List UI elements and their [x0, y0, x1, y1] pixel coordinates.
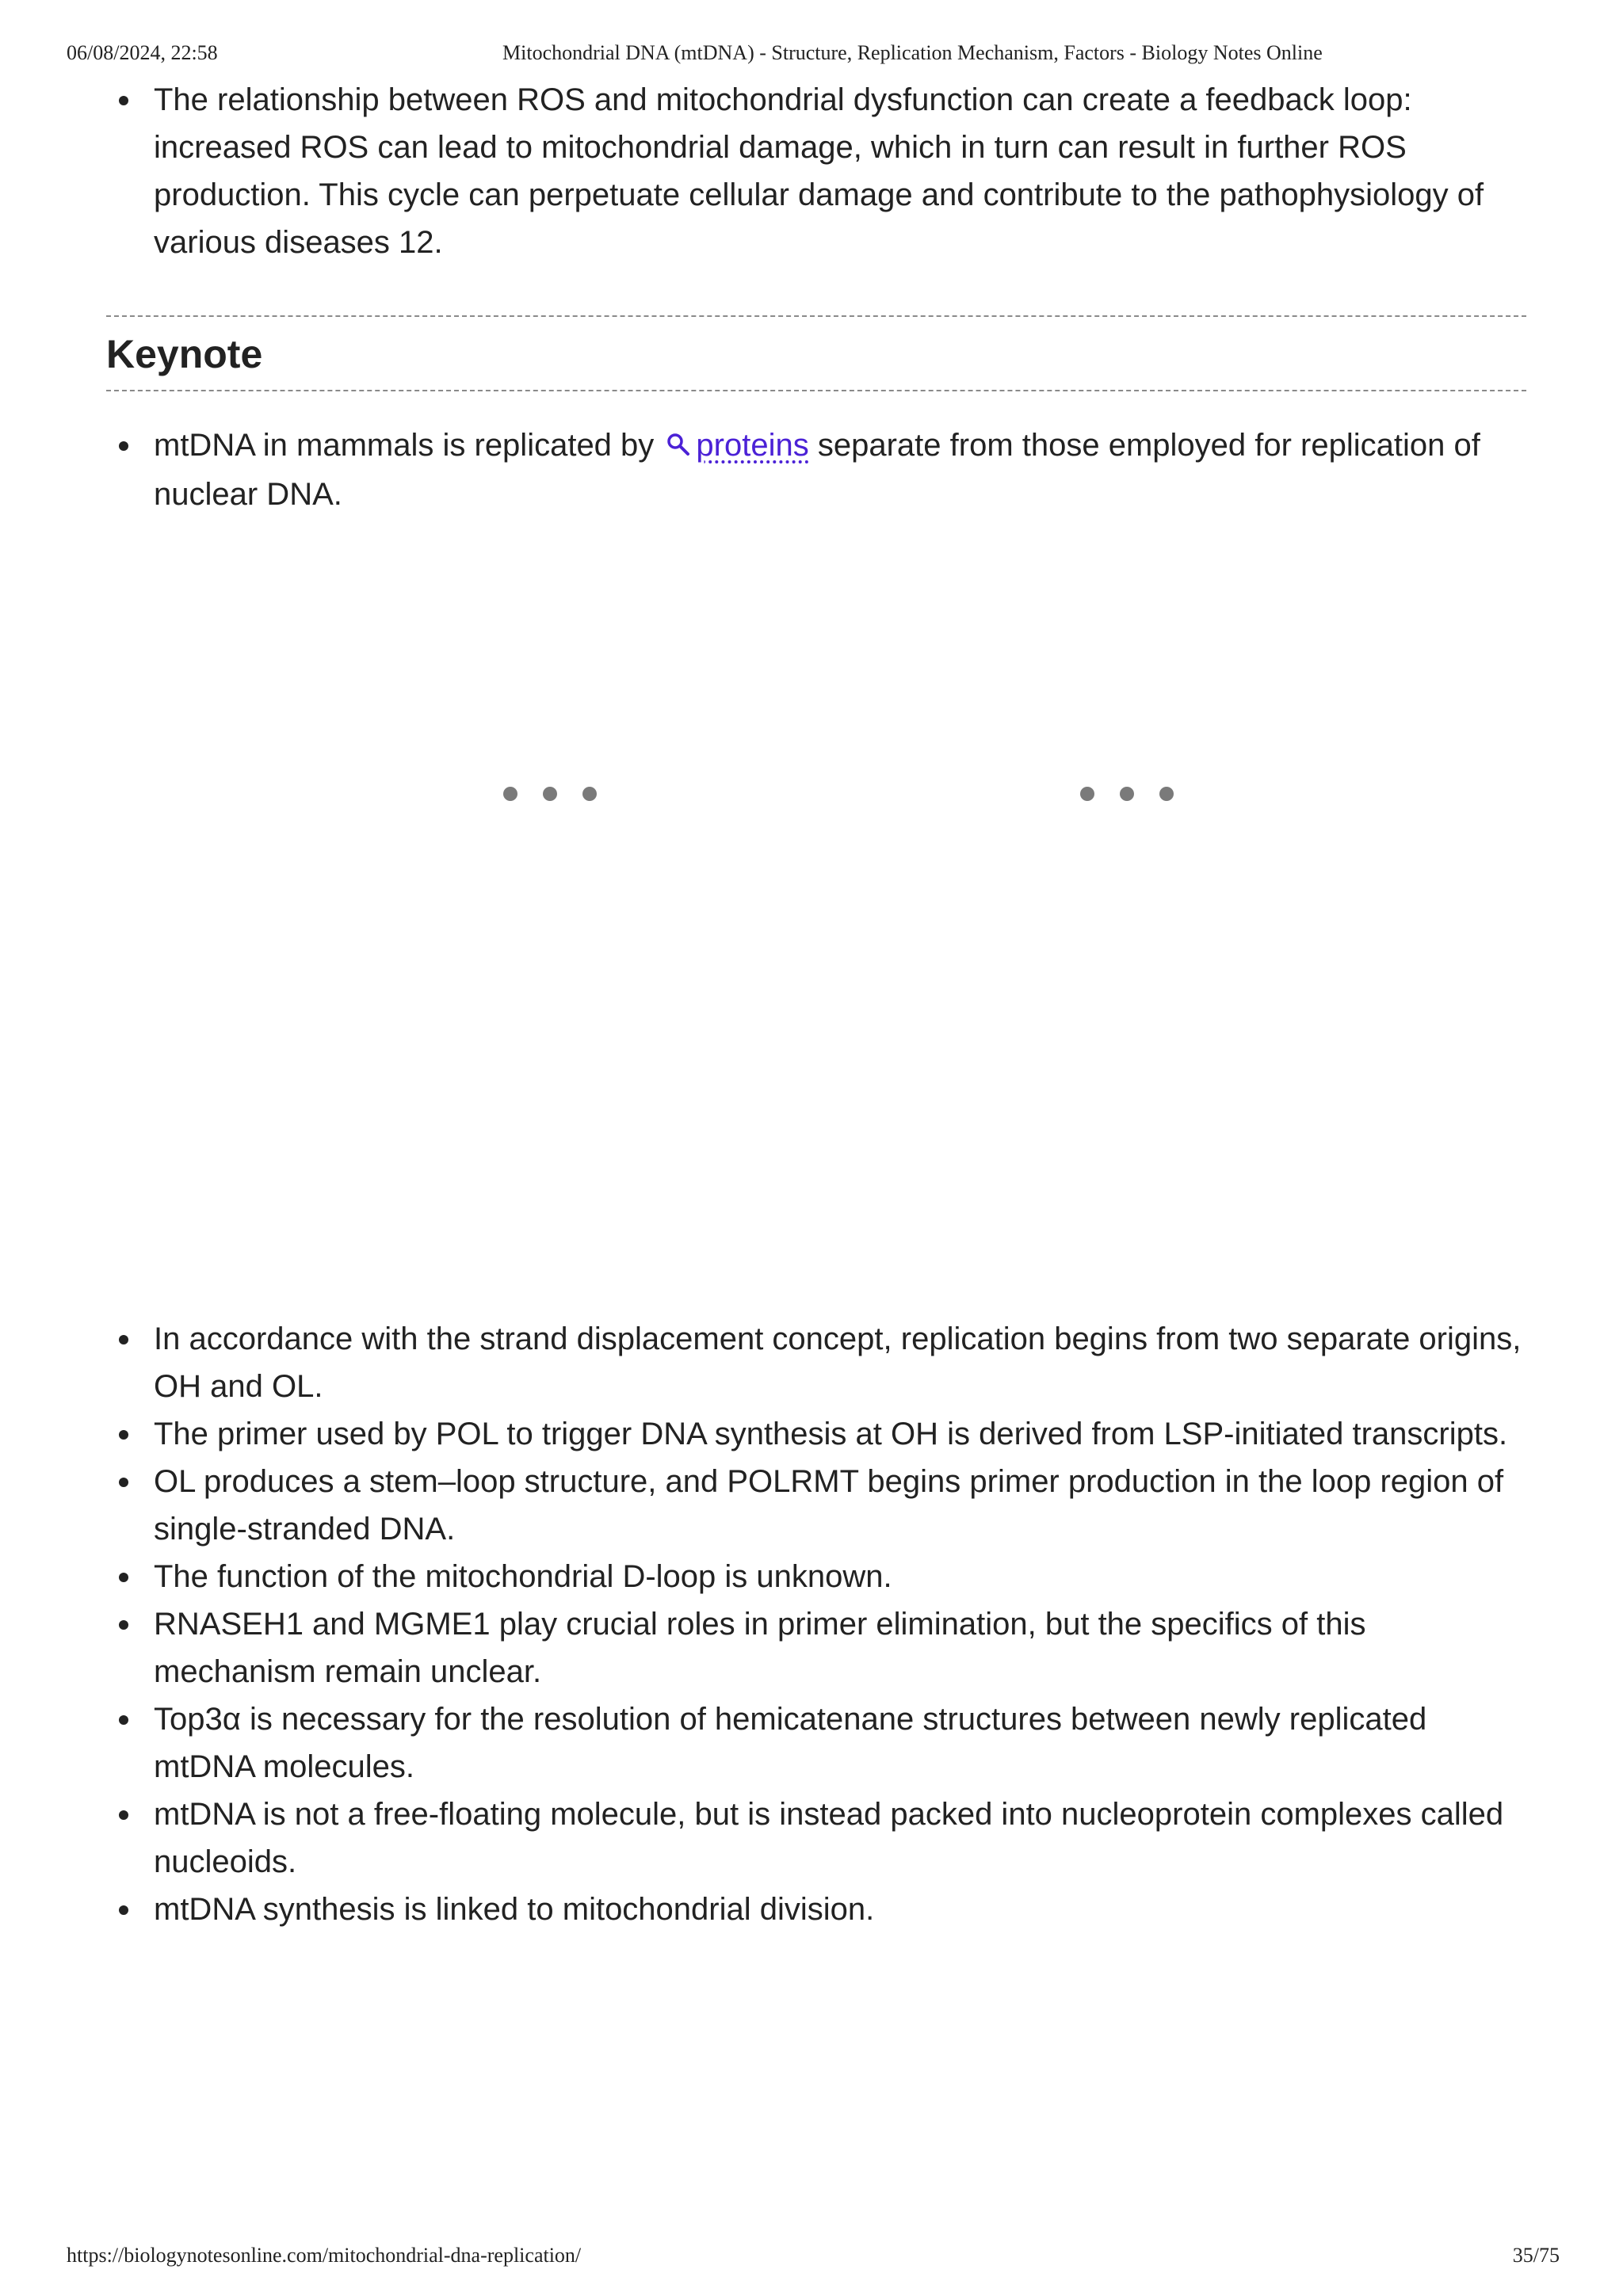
list-item: OL produces a stem–loop structure, and POLRMT begins primer production in the loop region of single-stranded DNA.: [119, 1458, 1522, 1553]
loader-dot: [1080, 787, 1094, 801]
proteins-link[interactable]: proteins: [696, 428, 809, 463]
print-datetime: 06/08/2024, 22:58: [67, 41, 218, 64]
list-item: Top3α is necessary for the resolution of hemicatenane structures between newly replicated mtDNA molecules.: [119, 1695, 1522, 1791]
list-item: The function of the mitochondrial D-loop is unknown.: [119, 1553, 1522, 1600]
loader-dot: [1120, 787, 1134, 801]
list-item: [119, 421, 1522, 518]
bullet-text-before-link: mtDNA in mammals is replicated by: [154, 428, 655, 463]
list-item: RNASEH1 and MGME1 play crucial roles in primer elimination, but the specifics of this mechanism remain unclear.: [119, 1600, 1522, 1695]
list-item: The relationship between ROS and mitochondrial dysfunction can create a feedback loop: increased ROS can lead to mitochondrial damage, which in turn can result in further ROS production. This cycle can perpetuate cellular damage and contribute to the pathophysiology of various diseases 12.: [119, 76, 1522, 266]
list-item: The primer used by POL to trigger DNA synthesis at OH is derived from LSP-initiated transcripts.: [119, 1410, 1522, 1458]
section-divider-bottom: [106, 390, 1526, 391]
loader-dot: [543, 787, 557, 801]
print-page-title: Mitochondrial DNA (mtDNA) - Structure, Replication Mechanism, Factors - Biology Notes Online: [502, 41, 1323, 64]
keynote-bullet-list: [119, 1315, 1522, 1933]
bullet-text-after-link: separate from those employed for replication of nuclear DNA.: [154, 428, 1480, 512]
keynote-heading: Keynote: [106, 332, 263, 376]
ellipsis-icon: [503, 787, 597, 801]
loader-dot: [503, 787, 517, 801]
keynote-bullet-list-intro: [119, 421, 1522, 518]
loader-dot: [582, 787, 597, 801]
ros-bullet-list: [119, 76, 1522, 266]
list-item: In accordance with the strand displacement concept, replication begins from two separate origins, OH and OL.: [119, 1315, 1522, 1410]
search-icon[interactable]: [666, 423, 691, 471]
section-divider-top: [106, 315, 1526, 317]
loader-dot: [1159, 787, 1174, 801]
list-item: mtDNA is not a free-floating molecule, but is instead packed into nucleoprotein complexes called nucleoids.: [119, 1791, 1522, 1886]
print-url: https://biologynotesonline.com/mitochondrial-dna-replication/: [67, 2244, 582, 2267]
list-item: mtDNA synthesis is linked to mitochondrial division.: [119, 1886, 1522, 1933]
ellipsis-icon: [1080, 787, 1174, 801]
page-number: 35/75: [1512, 2244, 1560, 2267]
